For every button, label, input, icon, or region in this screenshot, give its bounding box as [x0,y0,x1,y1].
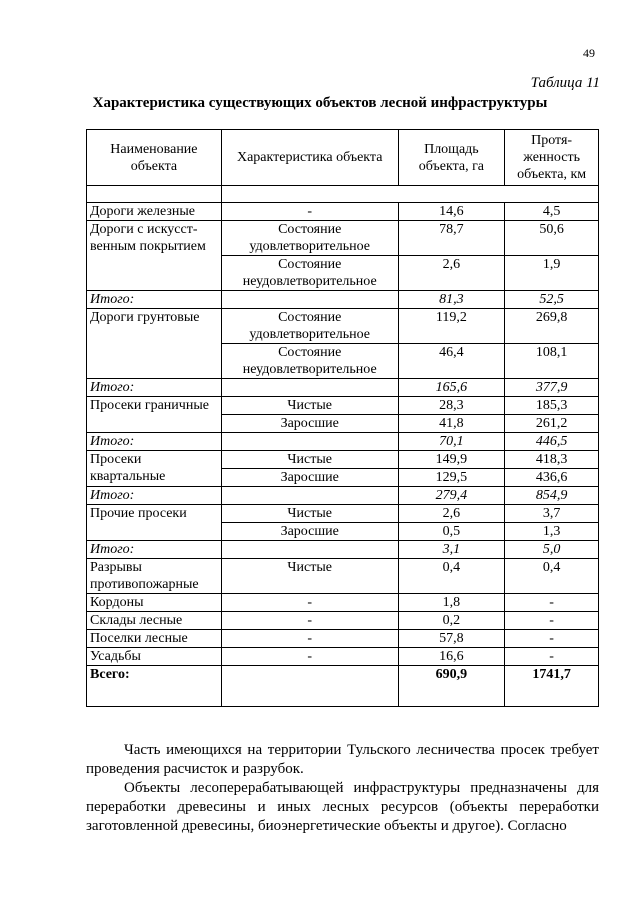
row-characteristic: Заросшие [221,523,398,541]
row-length: 0,4 [505,559,599,594]
row-characteristic: Состояние удовлетворительное [221,221,398,256]
paragraph-2: Объекты лесоперерабатывающей инфраструктуры предназначены для переработки древесины и иных лесных ресурсов (объекты переработки заготовленной древесины, биоэнергетические объекты и другое). Согласно [86,780,599,834]
subtotal-area: 165,6 [398,379,505,397]
row-characteristic: - [221,648,398,666]
table-row [87,186,599,203]
row-area: 2,6 [398,256,505,291]
row-area: 0,2 [398,612,505,630]
row-area: 149,9 [398,451,505,469]
table-caption: Таблица 11 [530,75,600,91]
table-row [87,451,599,469]
subtotal-label: Итого: [87,291,222,309]
row-length: 436,6 [505,469,599,487]
subtotal-label: Итого: [87,379,222,397]
row-area: 16,6 [398,648,505,666]
row-name: Кордоны [87,594,222,612]
table-row [87,505,599,523]
table-row [87,612,599,630]
row-area: 0,4 [398,559,505,594]
header-characteristic: Характеристика объекта [221,130,398,186]
row-length: 261,2 [505,415,599,433]
table-row [87,221,599,256]
empty-cell [221,433,398,451]
row-length: 1,9 [505,256,599,291]
subtotal-length: 446,5 [505,433,599,451]
table-row [87,559,599,594]
header-length: Протя-женность объекта, км [505,130,599,186]
row-length: - [505,612,599,630]
row-name: Усадьбы [87,648,222,666]
subtotal-length: 854,9 [505,487,599,505]
infrastructure-table [86,129,599,707]
row-characteristic: - [221,594,398,612]
row-name: Прочие просеки [87,505,222,541]
row-characteristic: Чистые [221,505,398,523]
row-area: 1,8 [398,594,505,612]
empty-cell [221,541,398,559]
row-length: - [505,648,599,666]
row-characteristic: Чистые [221,559,398,594]
row-name: Разрывы противопожарные [87,559,222,594]
subtotal-label: Итого: [87,487,222,505]
row-length: - [505,630,599,648]
subtotal-label: Итого: [87,541,222,559]
row-area: 129,5 [398,469,505,487]
table-row [87,594,599,612]
row-area: 46,4 [398,344,505,379]
row-area: 57,8 [398,630,505,648]
table-header-row [87,130,599,186]
subtotal-area: 3,1 [398,541,505,559]
table-title: Характеристика существующих объектов лесной инфраструктуры [92,95,548,111]
row-name: Дороги железные [87,203,222,221]
empty-cell [221,666,398,707]
row-name: Склады лесные [87,612,222,630]
empty-cell [221,291,398,309]
row-area: 119,2 [398,309,505,344]
row-characteristic: Состояние неудовлетворительное [221,344,398,379]
subtotal-area: 81,3 [398,291,505,309]
grand-total-label: Всего: [87,666,222,707]
row-length: - [505,594,599,612]
row-characteristic: - [221,630,398,648]
row-length: 4,5 [505,203,599,221]
table-row [87,630,599,648]
row-characteristic: Состояние удовлетворительное [221,309,398,344]
table-row [87,648,599,666]
grand-total-row [87,666,599,707]
row-length: 269,8 [505,309,599,344]
row-characteristic: Состояние неудовлетворительное [221,256,398,291]
row-length: 50,6 [505,221,599,256]
table-row [87,203,599,221]
empty-cell [87,186,222,203]
paragraph-1: Часть имеющихся на территории Тульского лесничества просек требует проведения расчисток и разрубок. [86,742,599,777]
row-characteristic: Чистые [221,451,398,469]
row-area: 78,7 [398,221,505,256]
row-characteristic: Заросшие [221,469,398,487]
grand-total-area: 690,9 [398,666,505,707]
row-name: Дороги грунтовые [87,309,222,379]
row-characteristic: - [221,203,398,221]
row-name: Дороги с искусст-венным покрытием [87,221,222,291]
empty-cell [221,186,598,203]
row-characteristic: Заросшие [221,415,398,433]
header-name: Наименование объекта [87,130,222,186]
empty-cell [221,487,398,505]
grand-total-length: 1741,7 [505,666,599,707]
subtotal-label: Итого: [87,433,222,451]
row-area: 14,6 [398,203,505,221]
subtotal-row [87,487,599,505]
page-number: 49 [583,46,595,60]
subtotal-row [87,291,599,309]
subtotal-length: 5,0 [505,541,599,559]
empty-cell [221,379,398,397]
row-name: Просеки граничные [87,397,222,433]
subtotal-area: 70,1 [398,433,505,451]
row-area: 41,8 [398,415,505,433]
table-row [87,309,599,344]
subtotal-row [87,379,599,397]
row-area: 0,5 [398,523,505,541]
subtotal-length: 377,9 [505,379,599,397]
row-area: 2,6 [398,505,505,523]
row-name: Поселки лесные [87,630,222,648]
row-length: 1,3 [505,523,599,541]
row-length: 185,3 [505,397,599,415]
row-characteristic: Чистые [221,397,398,415]
row-area: 28,3 [398,397,505,415]
subtotal-row [87,541,599,559]
row-length: 418,3 [505,451,599,469]
subtotal-length: 52,5 [505,291,599,309]
subtotal-area: 279,4 [398,487,505,505]
row-characteristic: - [221,612,398,630]
header-area: Площадь объекта, га [398,130,505,186]
table-row [87,397,599,415]
subtotal-row [87,433,599,451]
row-length: 3,7 [505,505,599,523]
row-length: 108,1 [505,344,599,379]
row-name: Просеки квартальные [87,451,222,487]
